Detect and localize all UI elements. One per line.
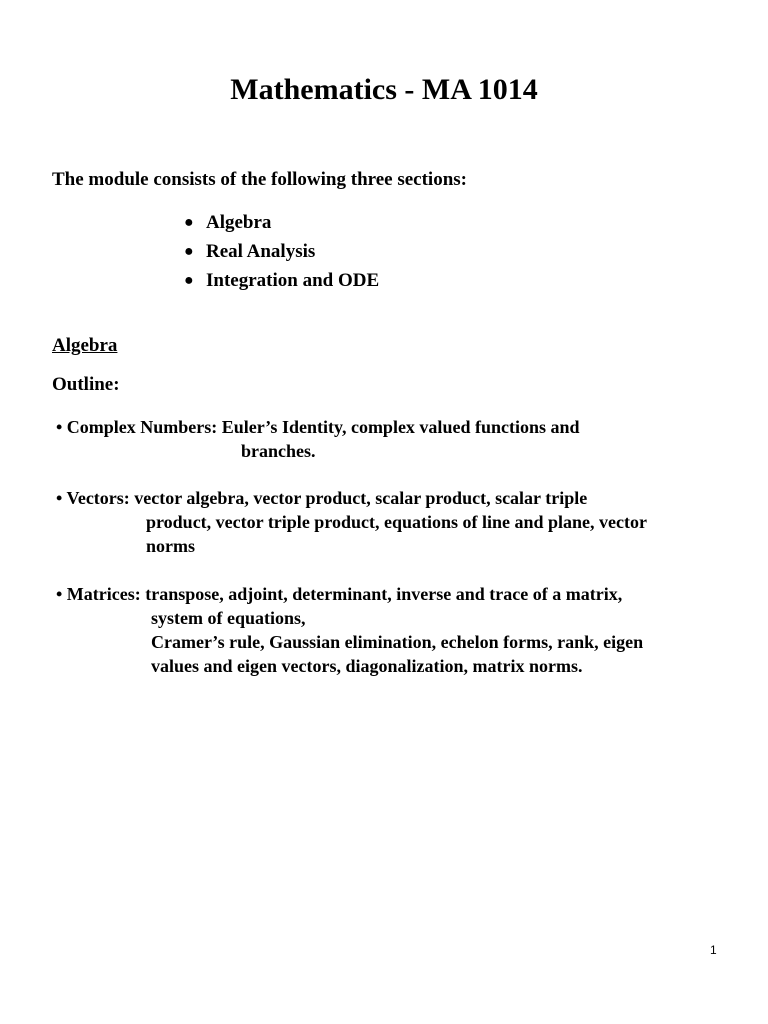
bullet-icon: ● (184, 213, 194, 231)
topic-line: product, vector triple product, equations of line and plane, vector (146, 512, 647, 532)
section-item-label: Integration and ODE (206, 269, 380, 291)
topic-complex-numbers (56, 415, 580, 463)
section-item-real-analysis (184, 237, 379, 266)
section-item-integration-ode (184, 266, 379, 295)
topic-line: Cramer’s rule, Gaussian elimination, echelon forms, rank, eigen (151, 632, 644, 652)
bullet-icon: ● (184, 271, 194, 289)
topic-line: • Vectors: vector algebra, vector product, scalar product, scalar triple (56, 488, 588, 508)
page-number: 1 (710, 943, 717, 957)
topic-line: branches. (241, 441, 316, 461)
section-list (184, 208, 379, 295)
topic-line: values and eigen vectors, diagonalization, matrix norms. (151, 656, 583, 676)
topic-matrices (56, 582, 643, 678)
section-item-label: Real Analysis (206, 240, 316, 262)
topic-line: norms (146, 536, 195, 556)
section-item-label: Algebra (206, 211, 272, 233)
topic-line: • Matrices: transpose, adjoint, determinant, inverse and trace of a matrix, (56, 584, 623, 604)
section-heading-algebra: Algebra (52, 335, 118, 356)
topic-vectors (56, 486, 647, 558)
topic-line: system of equations, (151, 608, 306, 628)
topic-line: • Complex Numbers: Euler’s Identity, complex valued functions and (56, 417, 580, 437)
outline-label: Outline: (52, 374, 120, 395)
module-intro: The module consists of the following three sections: (52, 169, 467, 190)
bullet-icon: ● (184, 242, 194, 260)
page-title: Mathematics - MA 1014 (230, 73, 538, 106)
section-item-algebra (184, 208, 379, 237)
